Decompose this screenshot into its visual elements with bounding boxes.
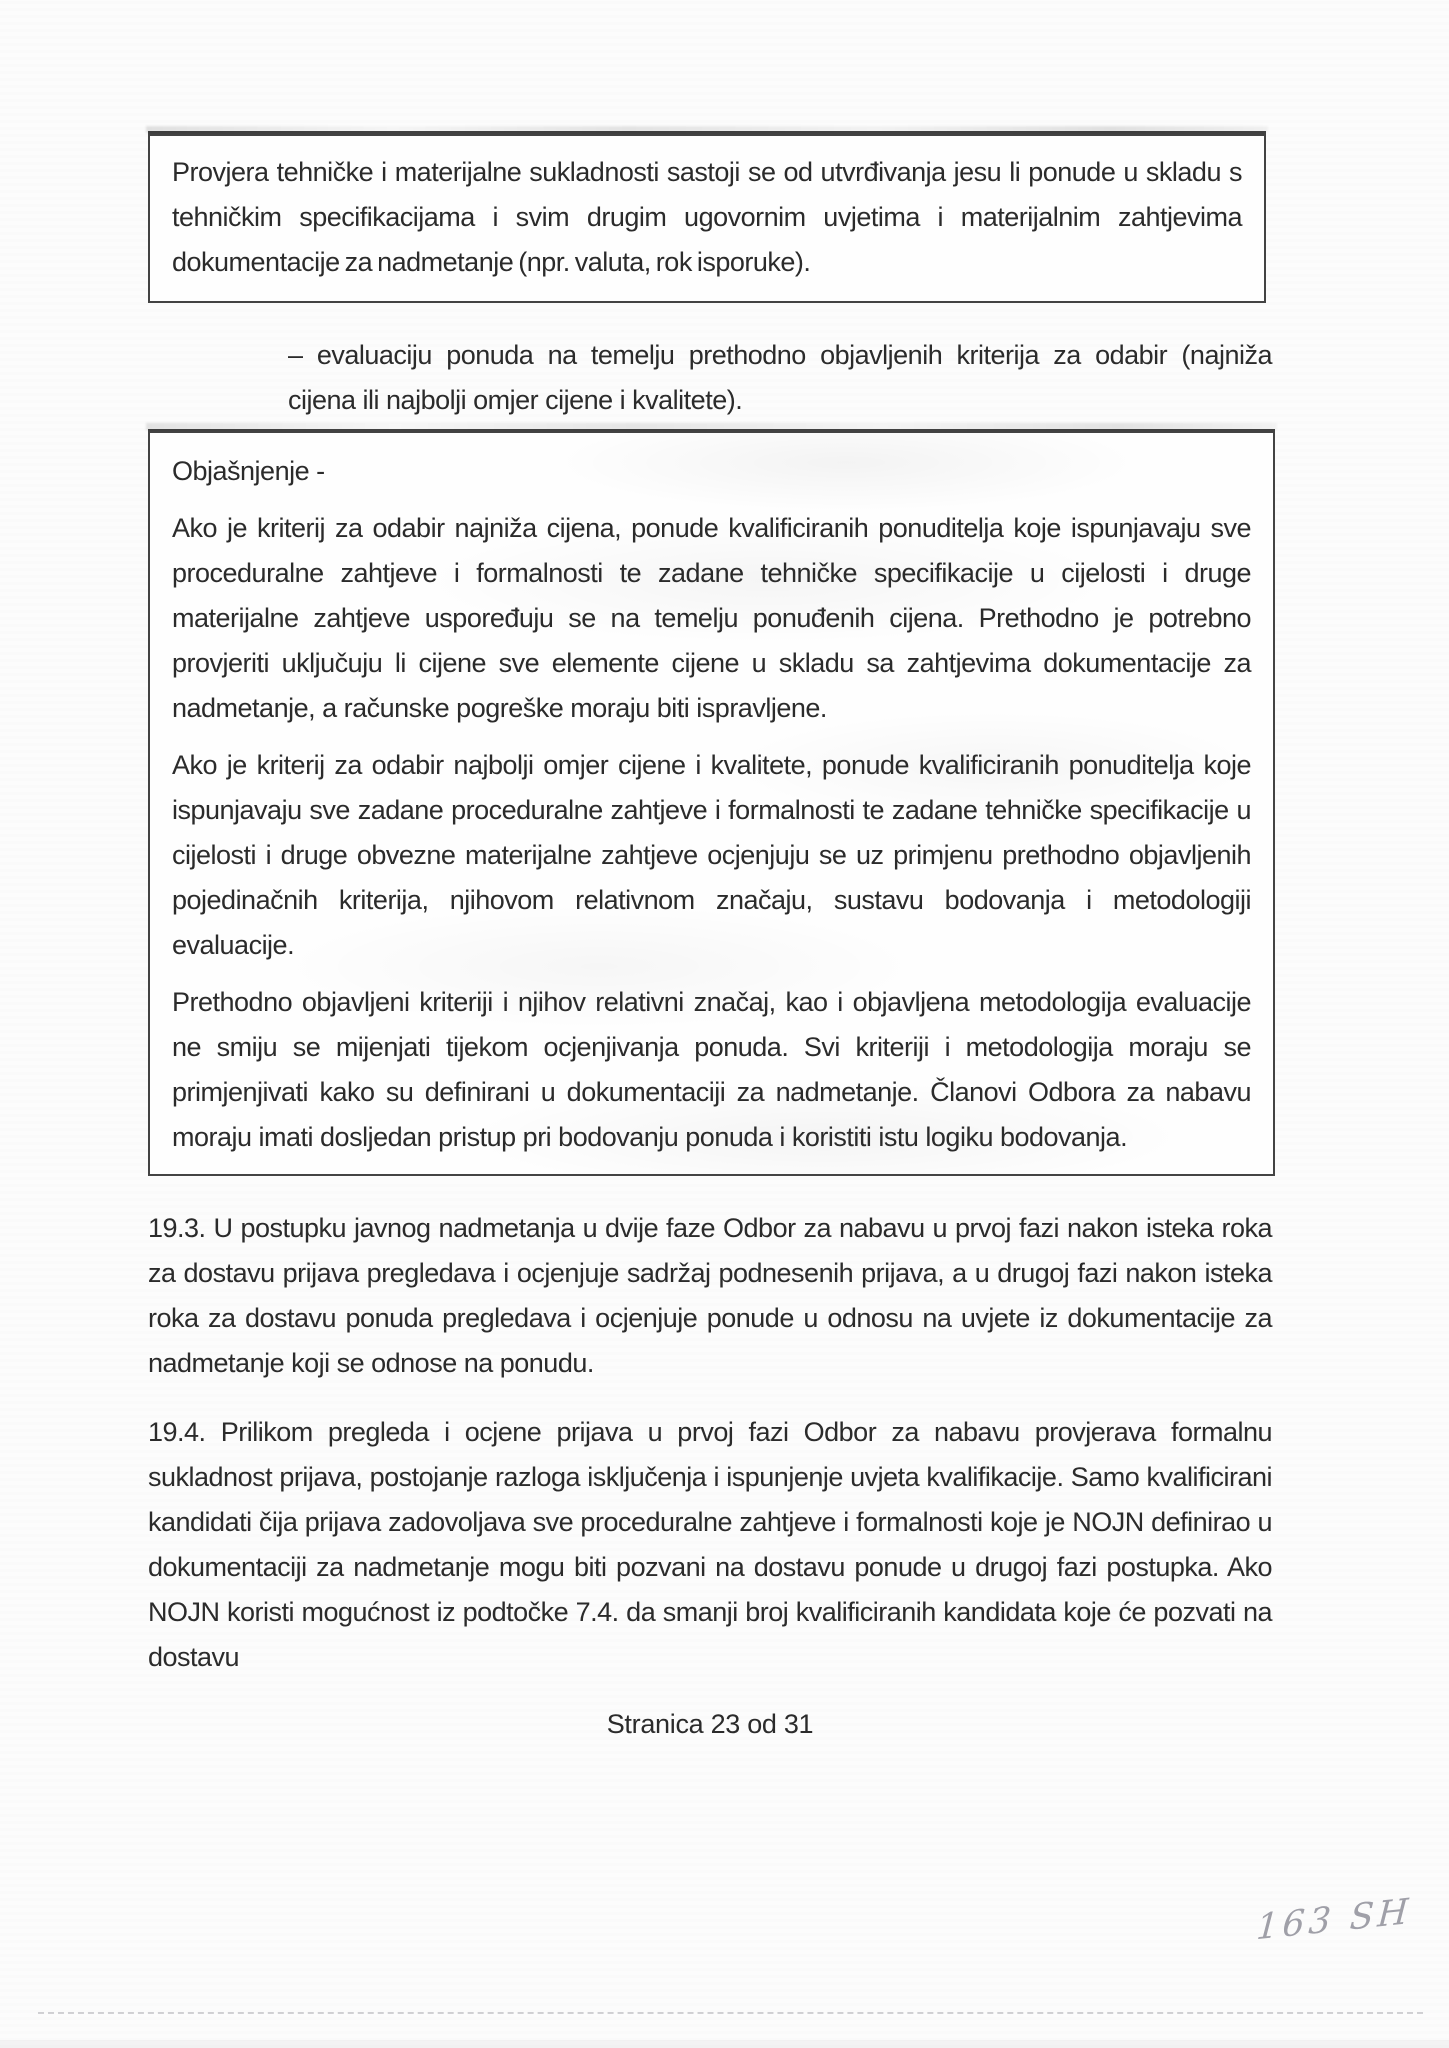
bullet-item-evaluation: [288, 333, 1272, 423]
page-content: [148, 131, 1275, 1747]
paragraph-19-3: 19.3. U postupku javnog nadmetanja u dvije faze Odbor za nabavu u prvoj fazi nakon isteka roka za dostavu prijava pregledava i ocjenjuje sadržaj podnesenih prijava, a u drugoj fazi nakon isteka roka za dostavu ponuda pregledava i ocjenjuje ponude u odnosu na uvjete iz dokumentacije za nadmetanje koji se odnose na ponudu.: [148, 1213, 1272, 1378]
intro-note-text: Provjera tehničke i materijalne sukladnosti sastoji se od utvrđivanja jesu li ponude u skladu s tehničkim specifikacijama i svim drugim ugovornim uvjetima i materijalnim zahtjevima dokumentacije za nadmetanje (npr. valuta, rok isporuke).: [172, 157, 1242, 277]
explanation-box: [148, 429, 1275, 1176]
explanation-paragraph-3: Prethodno objavljeni kriteriji i njihov relativni značaj, kao i objavljena metodologija evaluacije ne smiju se mijenjati tijekom ocjenjivanja ponuda. Svi kriteriji i metodologija moraju se primjenjivati kako su definirani u dokumentaciji za nadmetanje. Članovi Odbora za nabavu moraju imati dosljedan pristup pri bodovanju ponuda i koristiti istu logiku bodovanja.: [172, 987, 1251, 1152]
bullet-item-text: evaluaciju ponuda na temelju prethodno objavljenih kriterija za odabir (najniža cijena ili najbolji omjer cijene i kvalitete).: [288, 340, 1272, 415]
explanation-paragraph-2: Ako je kriterij za odabir najbolji omjer cijene i kvalitete, ponude kvalificiranih ponuditelja koje ispunjavaju sve zadane proceduralne zahtjeve i formalnosti te zadane tehničke specifikacije u cijelosti i druge obvezne materijalne zahtjeve ocjenjuju se uz primjenu prethodno objavljenih pojedinačnih kriterija, njihovom relativnom značaju, sustavu bodovanja i metodologiji evaluacije.: [172, 750, 1251, 960]
dash-bullet: –: [288, 340, 303, 370]
page-number: Stranica 23 od 31: [606, 1709, 814, 1739]
paragraph-19-4: 19.4. Prilikom pregleda i ocjene prijava u prvoj fazi Odbor za nabavu provjerava formalnu sukladnost prijava, postojanje razloga isključenja i ispunjenje uvjeta kvalifikacije. Samo kvalificirani kandidati čija prijava zadovoljava sve proceduralne zahtjeve i formalnosti koje je NOJN definirao u dokumentaciji za nadmetanje mogu biti pozvani na dostavu ponude u drugoj fazi postupka. Ako NOJN koristi mogućnost iz podtočke 7.4. da smanji broj kvalificiranih kandidata koje će pozvati na dostavu: [148, 1417, 1272, 1672]
handwritten-note: 163 SH: [1255, 1891, 1414, 1949]
scan-artifact-line: [38, 2012, 1423, 2014]
intro-note-box: [148, 131, 1266, 303]
explanation-heading: Objašnjenje -: [172, 456, 325, 486]
explanation-paragraph-1: Ako je kriterij za odabir najniža cijena, ponude kvalificiranih ponuditelja koje ispunjavaju sve proceduralne zahtjeve i formalnosti te zadane tehničke specifikacije u cijelosti i druge materijalne zahtjeve uspoređuju se na temelju ponuđenih cijena. Prethodno je potrebno provjeriti uključuju li cijene sve elemente cijene u skladu sa zahtjevima dokumentacije za nadmetanje, a računske pogreške moraju biti ispravljene.: [172, 513, 1251, 723]
